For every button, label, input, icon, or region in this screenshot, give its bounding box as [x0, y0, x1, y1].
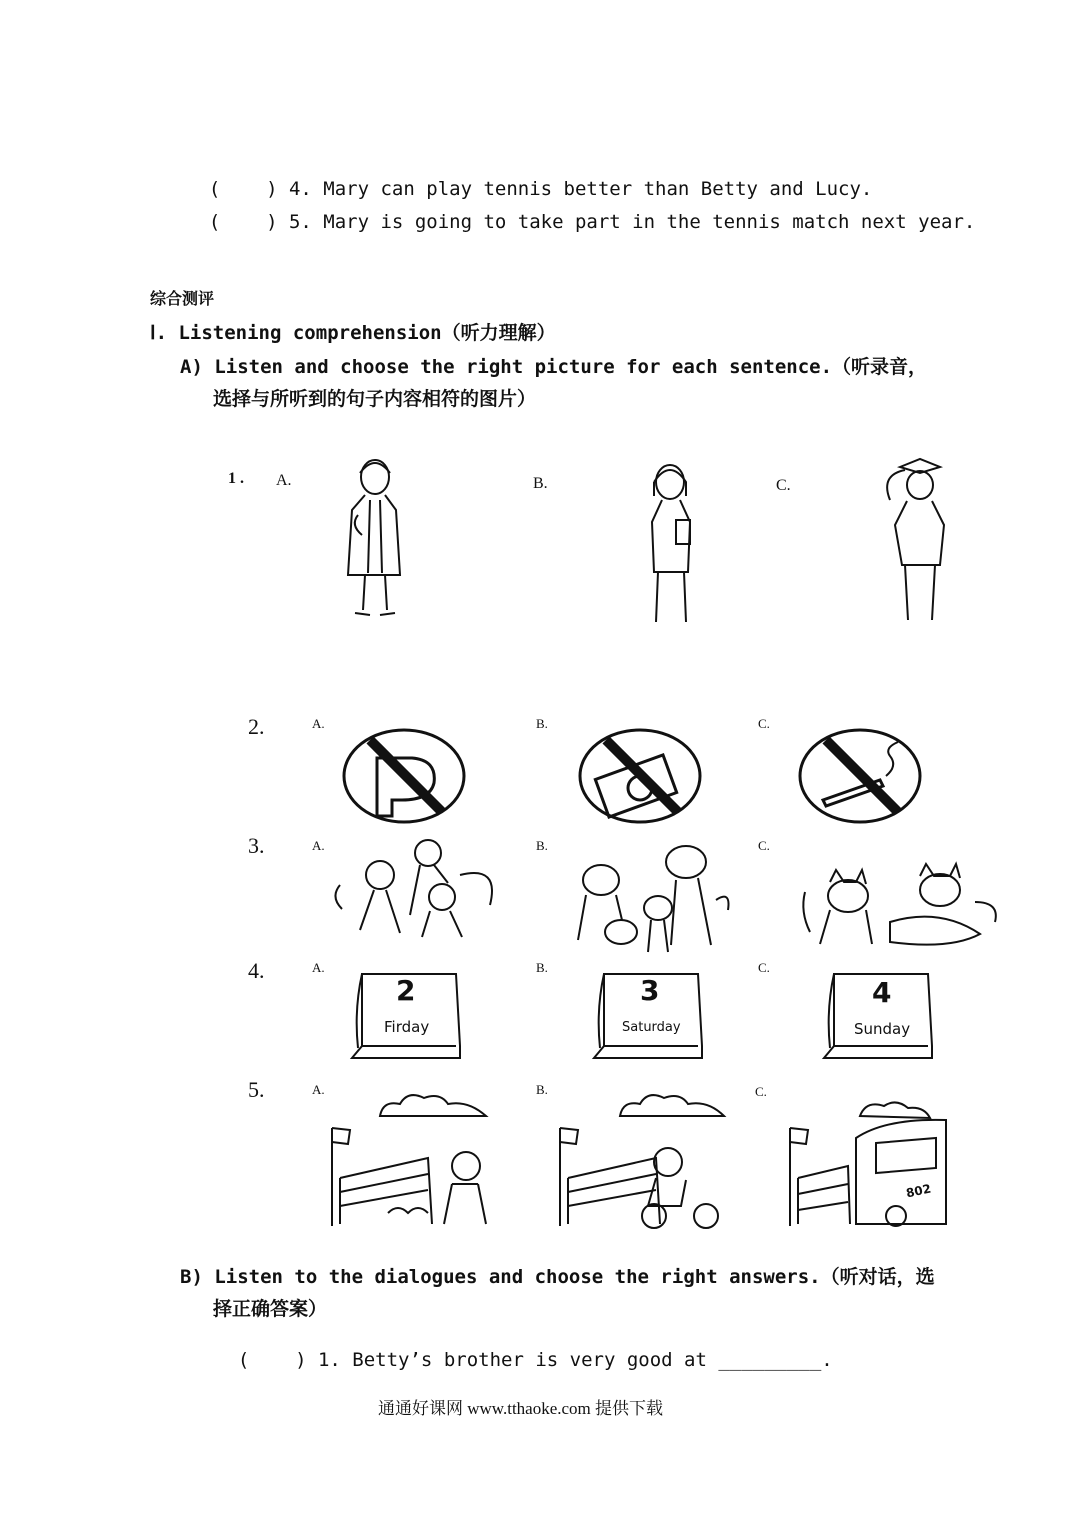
partB-question-1	[215, 1327, 833, 1371]
calendar-c-number: 4	[872, 976, 892, 1009]
calendar-a-day: Firday	[384, 1018, 430, 1036]
calendar-b-number: 3	[640, 974, 660, 1007]
partB-instruction-line2: 择正确答案）	[213, 1298, 328, 1320]
question-text: 4. Mary can play tennis better than Betty and Lucy.	[288, 178, 873, 200]
section-title: 综合测评	[150, 289, 215, 308]
item-number-2: 2.	[248, 714, 265, 739]
item-number-4: 4.	[248, 958, 265, 983]
option-3c: C.	[758, 838, 770, 853]
item-number-3: 3.	[248, 833, 265, 858]
partB-instruction-line1: B) Listen to the dialogues and choose the right answers.（听对话，选	[180, 1266, 935, 1288]
teacher-woman-picture	[640, 462, 710, 632]
question-text: 1. Betty’s brother is very good at _________.	[317, 1349, 833, 1371]
no-parking-sign	[342, 728, 466, 824]
question-text: 5. Mary is going to take part in the tennis match next year.	[288, 211, 976, 233]
calendar-b-day: Saturday	[622, 1020, 681, 1035]
partA-instruction-line2: 选择与所听到的句子内容相符的图片）	[213, 388, 537, 410]
answer-parenthesis[interactable]: ( )	[208, 178, 278, 200]
footer: 通通好课网 www.tthaoke.com 提供下载	[378, 1399, 664, 1418]
calendar-c	[822, 970, 934, 1062]
option-4b: B.	[536, 960, 548, 975]
item-number-1: 1 .	[228, 470, 244, 487]
option-1a: A.	[276, 472, 292, 489]
cats-picture	[800, 862, 1015, 952]
question-5	[186, 189, 975, 233]
partA-instruction-line1: A) Listen and choose the right picture for each sentence.（听录音，	[180, 356, 928, 378]
answer-parenthesis[interactable]: ( )	[237, 1349, 307, 1371]
bus-number: 802	[904, 1181, 933, 1201]
police-woman-picture	[880, 455, 960, 630]
bus-to-school-picture	[786, 1098, 948, 1228]
option-2c: C.	[758, 716, 770, 731]
item-number-5: 5.	[248, 1077, 265, 1102]
option-2a: A.	[312, 716, 325, 731]
option-3a: A.	[312, 838, 325, 853]
calendar-a-number: 2	[396, 974, 416, 1007]
monkeys-picture	[330, 835, 502, 945]
dogs-picture	[556, 840, 736, 960]
no-smoking-sign	[798, 728, 922, 824]
option-5b: B.	[536, 1082, 548, 1097]
option-1b: B.	[533, 475, 548, 492]
part1-heading: Ⅰ. Listening comprehension（听力理解）	[150, 322, 556, 344]
option-5c: C.	[755, 1084, 767, 1099]
option-4c: C.	[758, 960, 770, 975]
option-2b: B.	[536, 716, 548, 731]
option-5a: A.	[312, 1082, 325, 1097]
option-3b: B.	[536, 838, 548, 853]
calendar-a	[350, 970, 462, 1062]
calendar-c-day: Sunday	[854, 1020, 911, 1038]
no-camera-sign	[578, 728, 702, 824]
option-1c: C.	[776, 477, 791, 494]
bike-to-school-picture	[556, 1088, 726, 1228]
answer-parenthesis[interactable]: ( )	[208, 211, 278, 233]
option-4a: A.	[312, 960, 325, 975]
doctor-woman-picture	[330, 455, 420, 625]
walk-to-school-picture	[328, 1088, 493, 1228]
calendar-b	[592, 970, 704, 1062]
